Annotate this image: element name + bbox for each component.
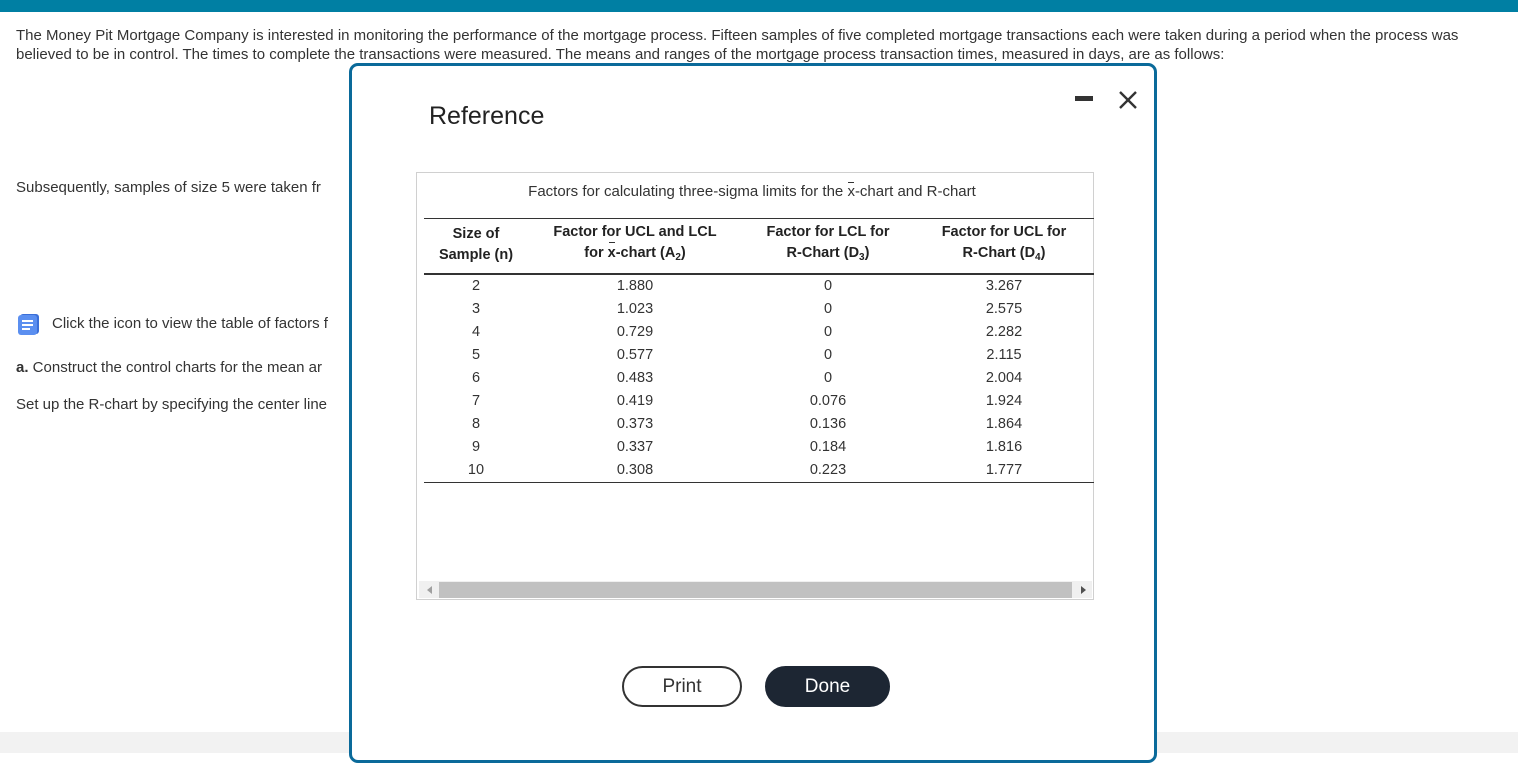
cell-a2: 0.729 [616,324,654,340]
table-row [424,390,1094,413]
factors-table [424,218,1094,483]
header-d4-pre: R-Chart (D [962,245,1036,261]
caption-pre: Factors for calculating three-sigma limits for the [528,183,848,200]
header-d4-line2 [963,245,1046,261]
header-a2-x-bar: x [608,243,616,264]
close-icon[interactable] [1116,88,1140,112]
header-d3 [742,219,914,275]
cell-a2: 0.373 [616,416,654,432]
cell-n: 10 [424,459,528,483]
cell-a2: 0.577 [616,347,654,363]
header-a2 [528,219,742,275]
table-row [424,344,1094,367]
header-a2-line1: Factor for UCL and LCL [553,224,717,240]
part-a-instruction [16,359,322,376]
cell-d4: 1.864 [985,416,1023,432]
problem-intro-text: The Money Pit Mortgage Company is interested in monitoring the performance of the mortgage process. Fifteen samples of five completed mortgage transactions each were taken during a period when the process was believed to be in control. The times to complete the transactions were measured. The means and ranges of the mortgage process transaction times, measured in days, are as follows: [16,27,1459,63]
cell-n: 2 [471,278,481,294]
cell-n: 6 [471,370,481,386]
cell-d3: 0.184 [809,439,847,455]
scroll-right-arrow-icon[interactable] [1081,586,1086,594]
cell-d3: 0 [823,301,833,317]
cell-d4: 2.282 [985,324,1023,340]
table-scroll-area[interactable] [416,172,1094,600]
cell-d4: 1.816 [985,439,1023,455]
book-icon[interactable] [17,312,41,336]
header-d3-post: ) [864,245,870,261]
r-chart-setup-text: Set up the R-chart by specifying the center line [16,396,328,413]
part-a-label: a. [16,359,29,376]
table-caption [417,183,1087,200]
part-a-text: Construct the control charts for the mean ar [28,359,322,376]
reference-dialog [349,63,1157,763]
header-a2-pre: for [584,245,608,261]
scrollbar-thumb[interactable] [439,582,1072,598]
header-row [424,219,1094,275]
header-d3-line2 [787,245,870,261]
cell-d3: 0 [823,370,833,386]
cell-a2: 0.483 [616,370,654,386]
view-table-instruction: Click the icon to view the table of factors f [52,315,328,332]
cell-a2: 0.337 [616,439,654,455]
table-row [424,274,1094,298]
cell-d4: 1.924 [985,393,1023,409]
cell-d4: 3.267 [985,278,1023,294]
cell-d3: 0.136 [809,416,847,432]
cell-d4: 2.575 [985,301,1023,317]
cell-n: 3 [471,301,481,317]
cell-n: 9 [471,439,481,455]
cell-n: 4 [471,324,481,340]
scroll-left-arrow-icon[interactable] [427,586,432,594]
table-row [424,459,1094,483]
cell-d3: 0 [823,347,833,363]
header-d4 [914,219,1094,275]
factors-table-body [424,274,1094,483]
table-row [424,413,1094,436]
cell-d3: 0.076 [809,393,847,409]
header-a2-line2 [584,245,685,261]
header-d3-line1: Factor for LCL for [766,224,890,240]
dialog-title: Reference [429,102,545,130]
top-banner [0,0,1518,12]
cell-n: 7 [471,393,481,409]
header-a2-post: ) [680,245,686,261]
caption-x-bar: x [847,183,855,200]
cell-d4: 2.004 [985,370,1023,386]
cell-d3: 0 [823,324,833,340]
table-row [424,298,1094,321]
header-d3-sub: 3 [859,252,865,263]
cell-n: 8 [471,416,481,432]
cell-a2: 0.308 [528,459,742,483]
header-sample-size [424,219,528,275]
done-button[interactable]: Done [765,666,890,707]
cell-d3: 0 [823,278,833,294]
print-button[interactable]: Print [622,666,742,707]
header-d4-line1: Factor for UCL for [941,224,1067,240]
header-sample-size-line1: Size of [452,226,500,242]
cell-a2: 1.023 [616,301,654,317]
horizontal-scrollbar[interactable] [419,581,1092,598]
subsequently-text: Subsequently, samples of size 5 were taken fr [16,179,321,196]
header-d4-sub: 4 [1035,252,1041,263]
cell-d4: 2.115 [986,347,1022,363]
header-d4-post: ) [1040,245,1046,261]
table-row [424,367,1094,390]
cell-d3: 0.223 [742,459,914,483]
table-row [424,321,1094,344]
minimize-icon[interactable] [1075,96,1093,101]
cell-a2: 0.419 [616,393,654,409]
caption-post: -chart and R-chart [854,183,976,200]
cell-n: 5 [471,347,481,363]
table-row [424,436,1094,459]
cell-a2: 1.880 [616,278,654,294]
header-sample-size-line2: Sample (n) [438,247,514,263]
header-a2-sub: 2 [675,252,681,263]
cell-d4: 1.777 [914,459,1094,483]
header-a2-mid: -chart (A [615,245,676,261]
header-d3-pre: R-Chart (D [786,245,860,261]
